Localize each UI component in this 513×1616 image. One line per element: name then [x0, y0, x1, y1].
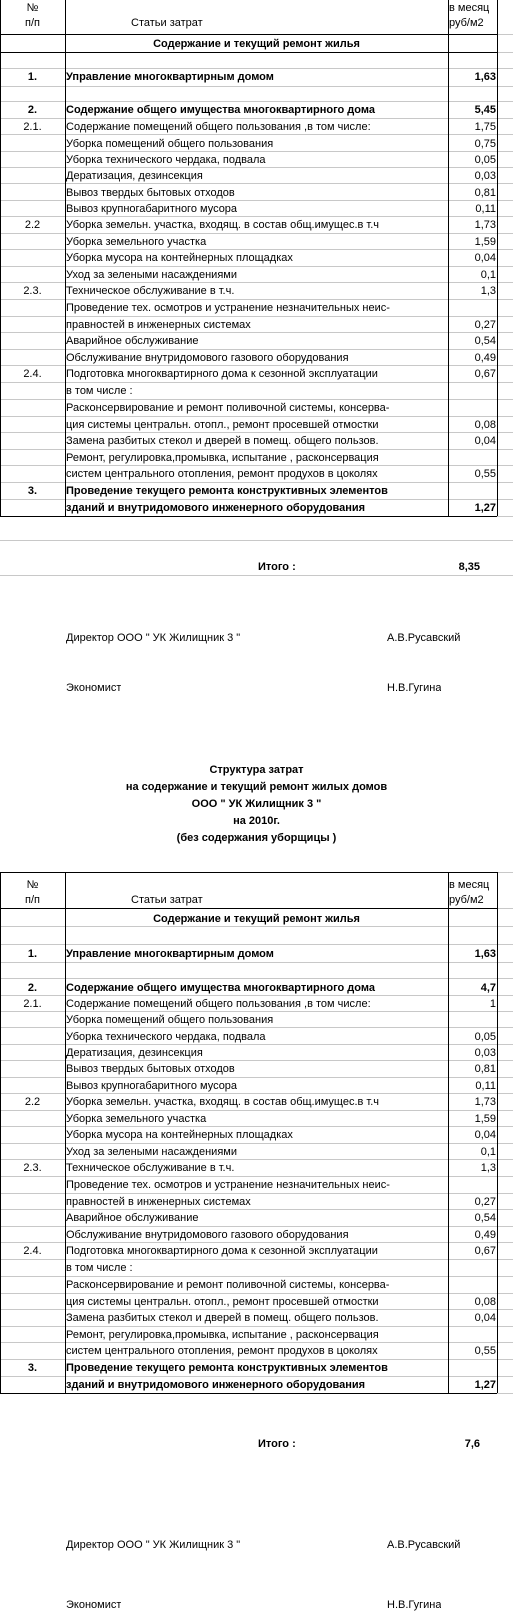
- row-name: Аварийное обслуживание: [66, 335, 199, 347]
- grid-line: [0, 151, 513, 152]
- heading-line4: на 2010г.: [233, 815, 280, 827]
- grid-line: [0, 1376, 513, 1377]
- grid-line: [0, 1077, 513, 1078]
- row-name: Уход за зелеными насаждениями: [66, 1146, 237, 1158]
- row-value: 0,11: [475, 1080, 496, 1092]
- grid-line: [0, 978, 513, 979]
- row-number: 2.3.: [23, 1162, 42, 1174]
- row-name: Уборка технического чердака, подвала: [66, 1031, 266, 1043]
- grid-line: [0, 249, 513, 250]
- row-name: Содержание помещений общего пользования ,в том числе:: [66, 121, 371, 133]
- grid-line: [0, 1309, 513, 1310]
- row-number: 2.2: [24, 219, 41, 231]
- grid-line: [0, 332, 513, 333]
- grid-line: [0, 1176, 513, 1177]
- row-name: Проведение тех. осмотров и устранение незначительных неис-: [66, 302, 390, 314]
- heading-line5: (без содержания уборщицы ): [176, 832, 337, 844]
- grid-line: [0, 449, 513, 450]
- grid-line: [0, 465, 513, 466]
- row-value: 1: [489, 998, 496, 1010]
- row-value: 0,08: [474, 1296, 496, 1308]
- row-number: 3.: [27, 485, 38, 497]
- header-num-line2: п/п: [25, 894, 40, 906]
- grid-line: [0, 118, 513, 119]
- row-value: 5,45: [474, 104, 496, 116]
- row-name: Содержание общего имущества многоквартирного дома: [66, 982, 375, 994]
- grid-line: [0, 499, 513, 500]
- grid-line: [0, 349, 513, 350]
- row-name: Содержание помещений общего пользования ,в том числе:: [66, 998, 371, 1010]
- row-name: Вывоз крупногабаритного мусора: [66, 1080, 238, 1092]
- grid-line: [0, 1027, 513, 1028]
- grid-line: [0, 1342, 513, 1343]
- row-value: 0,75: [474, 138, 496, 150]
- row-value: 1,73: [474, 219, 496, 231]
- header-val-line1: в месяц: [449, 879, 490, 891]
- row-value: 0,49: [474, 1229, 496, 1241]
- row-name: Вывоз твердых бытовых отходов: [66, 187, 235, 199]
- grid-line: [0, 1276, 513, 1277]
- director-name: А.В.Русавский: [387, 632, 461, 644]
- grid-line: [0, 1143, 513, 1144]
- row-name: Вывоз твердых бытовых отходов: [66, 1063, 235, 1075]
- row-number: 2.2: [24, 1096, 41, 1108]
- row-name: Аварийное обслуживание: [66, 1212, 199, 1224]
- grid-line: [0, 299, 513, 300]
- header-val-line2: руб/м2: [449, 894, 484, 906]
- row-name: Вывоз крупногабаритного мусора: [66, 203, 238, 215]
- grid-line: [0, 233, 513, 234]
- row-number: 2.: [27, 104, 38, 116]
- grid-line: [0, 399, 513, 400]
- grid-line: [0, 1093, 513, 1094]
- grid-line: [0, 432, 513, 433]
- grid-line: [0, 316, 513, 317]
- row-name: Техническое обслуживание в т.ч.: [66, 285, 235, 297]
- row-name: Расконсервирование и ремонт поливочной системы, консерва-: [66, 402, 390, 414]
- row-number: 3.: [27, 1362, 38, 1374]
- grid-line: [0, 200, 513, 201]
- row-name: Уборка технического чердака, подвала: [66, 154, 266, 166]
- row-number: 2.3.: [23, 285, 42, 297]
- grid-line: [0, 1259, 513, 1260]
- row-value: 0,54: [474, 335, 496, 347]
- row-name: Уборка земельного участка: [66, 1113, 207, 1125]
- total-label: Итого :: [258, 561, 296, 573]
- total-value: 8,35: [458, 561, 480, 573]
- row-name: Уход за зелеными насаждениями: [66, 269, 237, 281]
- row-name: систем центрального отопления, ремонт продухов в цоколях: [66, 1345, 378, 1357]
- grid-line: [0, 266, 513, 267]
- section-title: Содержание и текущий ремонт жилья: [153, 38, 360, 50]
- header-num-line2: п/п: [25, 17, 40, 29]
- row-value: 0,27: [474, 319, 496, 331]
- row-value: 0,67: [474, 368, 496, 380]
- row-name: Уборка мусора на контейнерных площадках: [66, 1129, 293, 1141]
- economist-label: Экономист: [66, 1599, 122, 1611]
- grid-line: [0, 1293, 513, 1294]
- row-value: 1,63: [474, 948, 496, 960]
- grid-line: [0, 1326, 513, 1327]
- grid-line: [497, 872, 498, 1393]
- row-name: Управление многоквартирным домом: [66, 948, 274, 960]
- grid-line: [0, 944, 513, 945]
- grid-line: [0, 1242, 513, 1243]
- row-number: 2.1.: [23, 121, 42, 133]
- row-value: 0,49: [474, 352, 496, 364]
- grid-line: [0, 1359, 513, 1360]
- row-name: ция системы центральн. отопл., ремонт просевшей отмостки: [66, 419, 379, 431]
- row-name: Подготовка многоквартирного дома к сезонной эксплуатации: [66, 368, 378, 380]
- heading-line2: на содержание и текущий ремонт жилых домов: [125, 781, 388, 793]
- grid-line: [0, 134, 513, 135]
- row-value: 0,54: [474, 1212, 496, 1224]
- row-value: 0,11: [475, 203, 496, 215]
- grid-line: [0, 540, 513, 541]
- row-name: Проведение тех. осмотров и устранение незначительных неис-: [66, 1179, 390, 1191]
- row-name: Уборка мусора на контейнерных площадках: [66, 252, 293, 264]
- grid-line: [0, 1011, 513, 1012]
- row-number: 1.: [27, 948, 38, 960]
- row-value: 0,81: [474, 1063, 496, 1075]
- grid-line: [0, 1060, 513, 1061]
- grid-line: [0, 86, 513, 87]
- total-value: 7,6: [464, 1438, 480, 1450]
- grid-line: [0, 167, 513, 168]
- economist-name: Н.В.Гугина: [387, 1599, 442, 1611]
- row-value: 0,55: [474, 1345, 496, 1357]
- row-value: 1,59: [474, 1113, 496, 1125]
- row-name: Содержание общего имущества многоквартирного дома: [66, 104, 375, 116]
- row-name: Уборка земельн. участка, входящ. в состав общ.имущес.в т.ч: [66, 1096, 380, 1108]
- grid-line: [0, 1226, 513, 1227]
- row-name: Уборка земельного участка: [66, 236, 207, 248]
- header-val-line1: в месяц: [449, 2, 490, 14]
- row-value: 0,05: [474, 1031, 496, 1043]
- row-name: Обслуживание внутридомового газового оборудования: [66, 352, 349, 364]
- header-name: Статьи затрат: [131, 894, 203, 906]
- row-value: 4,7: [480, 982, 496, 994]
- director-label: Директор ООО " УК Жилищник 3 ": [66, 1539, 241, 1551]
- row-value: 0,27: [474, 1196, 496, 1208]
- row-value: 0,04: [474, 1129, 496, 1141]
- grid-line: [0, 995, 513, 996]
- row-name: ция системы центральн. отопл., ремонт просевшей отмостки: [66, 1296, 379, 1308]
- director-name: А.В.Русавский: [387, 1539, 461, 1551]
- total-label: Итого :: [258, 1438, 296, 1450]
- director-label: Директор ООО " УК Жилищник 3 ": [66, 632, 241, 644]
- grid-line: [0, 1110, 513, 1111]
- grid-line: [0, 1044, 513, 1045]
- grid-line: [0, 926, 513, 927]
- grid-line: [0, 68, 513, 69]
- row-value: 1,75: [474, 121, 496, 133]
- row-value: 0,55: [474, 468, 496, 480]
- grid-line: [0, 482, 513, 483]
- grid-line: [0, 872, 497, 873]
- row-number: 2.4.: [23, 368, 42, 380]
- section-title: Содержание и текущий ремонт жилья: [153, 913, 360, 925]
- row-value: 0,03: [474, 170, 496, 182]
- row-value: 1,3: [480, 285, 496, 297]
- header-name: Статьи затрат: [131, 17, 203, 29]
- grid-line: [0, 34, 497, 35]
- row-name: зданий и внутридомового инженерного оборудования: [66, 502, 366, 514]
- grid-line: [0, 575, 513, 576]
- row-value: 0,04: [474, 252, 496, 264]
- grid-line: [497, 0, 498, 516]
- row-value: 1,73: [474, 1096, 496, 1108]
- row-name: Ремонт, регулировка,промывка, испытание , расконсервация: [66, 452, 379, 464]
- heading-line1: Структура затрат: [209, 764, 304, 776]
- grid-line: [0, 1209, 513, 1210]
- row-name: Проведение текущего ремонта конструктивных элементов: [66, 485, 388, 497]
- grid-line: [0, 516, 497, 517]
- grid-line: [0, 1126, 513, 1127]
- row-value: 0,1: [480, 269, 496, 281]
- row-value: 0,81: [474, 187, 496, 199]
- grid-line: [0, 216, 513, 217]
- row-number: 1.: [27, 71, 38, 83]
- row-name: Уборка помещений общего пользования: [66, 138, 274, 150]
- row-name: Замена разбитых стекол и дверей в помещ. общего пользов.: [66, 1312, 379, 1324]
- row-name: Подготовка многоквартирного дома к сезонной эксплуатации: [66, 1245, 378, 1257]
- heading-line3: ООО " УК Жилищник 3 ": [191, 798, 322, 810]
- row-value: 0,04: [474, 435, 496, 447]
- row-number: 2.: [27, 982, 38, 994]
- row-value: 1,3: [480, 1162, 496, 1174]
- row-name: Проведение текущего ремонта конструктивных элементов: [66, 1362, 388, 1374]
- grid-line: [0, 1193, 513, 1194]
- row-name: правностей в инженерных системах: [66, 319, 251, 331]
- row-name: Уборка помещений общего пользования: [66, 1014, 274, 1026]
- row-name: в том числе :: [66, 1262, 133, 1274]
- grid-line: [0, 52, 497, 53]
- row-name: Управление многоквартирным домом: [66, 71, 274, 83]
- grid-line: [0, 382, 513, 383]
- header-val-line2: руб/м2: [449, 17, 484, 29]
- row-name: Дератизация, дезинсекция: [66, 170, 203, 182]
- row-value: 0,67: [474, 1245, 496, 1257]
- row-name: в том числе :: [66, 385, 133, 397]
- row-number: 2.4.: [23, 1245, 42, 1257]
- row-name: Ремонт, регулировка,промывка, испытание , расконсервация: [66, 1329, 379, 1341]
- row-value: 0,04: [474, 1312, 496, 1324]
- row-value: 1,27: [474, 502, 496, 514]
- grid-line: [0, 365, 513, 366]
- economist-name: Н.В.Гугина: [387, 682, 442, 694]
- row-name: Обслуживание внутридомового газового оборудования: [66, 1229, 349, 1241]
- grid-line: [0, 1159, 513, 1160]
- header-num-line1: №: [26, 879, 39, 891]
- row-name: зданий и внутридомового инженерного оборудования: [66, 1379, 366, 1391]
- row-name: Расконсервирование и ремонт поливочной системы, консерва-: [66, 1279, 390, 1291]
- header-num-line1: №: [26, 2, 39, 14]
- row-value: 0,08: [474, 419, 496, 431]
- grid-line: [0, 908, 497, 909]
- grid-line: [0, 1393, 497, 1394]
- row-name: правностей в инженерных системах: [66, 1196, 251, 1208]
- grid-line: [0, 282, 513, 283]
- row-name: Замена разбитых стекол и дверей в помещ. общего пользов.: [66, 435, 379, 447]
- grid-line: [0, 962, 513, 963]
- row-name: Дератизация, дезинсекция: [66, 1047, 203, 1059]
- economist-label: Экономист: [66, 682, 122, 694]
- row-value: 0,05: [474, 154, 496, 166]
- grid-line: [0, 183, 513, 184]
- row-name: Техническое обслуживание в т.ч.: [66, 1162, 235, 1174]
- row-number: 2.1.: [23, 998, 42, 1010]
- row-name: систем центрального отопления, ремонт продухов в цоколях: [66, 468, 378, 480]
- row-name: Уборка земельн. участка, входящ. в состав общ.имущес.в т.ч: [66, 219, 380, 231]
- row-value: 1,59: [474, 236, 496, 248]
- grid-line: [0, 101, 513, 102]
- row-value: 1,27: [474, 1379, 496, 1391]
- grid-line: [0, 416, 513, 417]
- row-value: 1,63: [474, 71, 496, 83]
- row-value: 0,03: [474, 1047, 496, 1059]
- row-value: 0,1: [480, 1146, 496, 1158]
